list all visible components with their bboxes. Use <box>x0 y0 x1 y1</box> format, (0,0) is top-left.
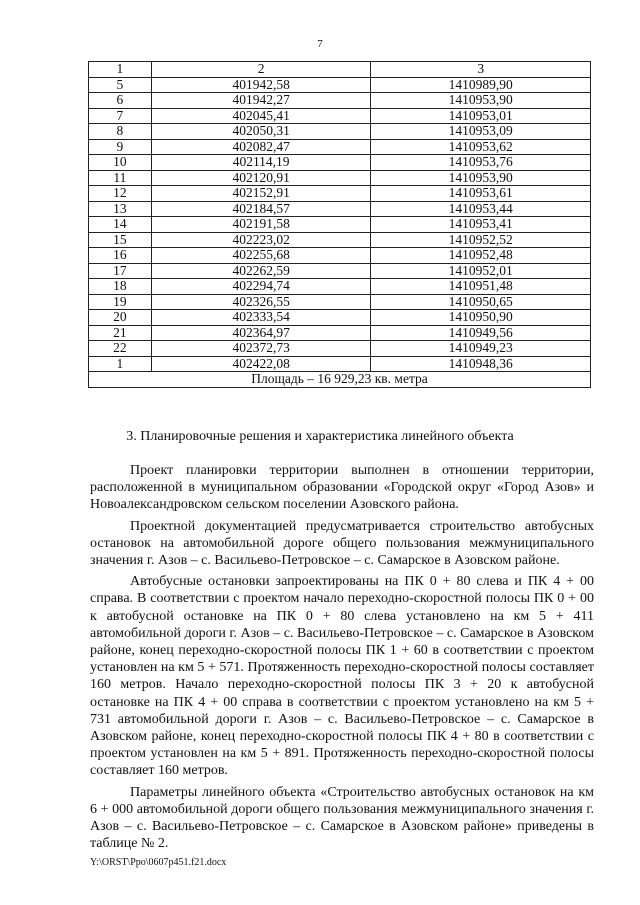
point-number-cell: 12 <box>89 186 152 202</box>
table-row <box>89 201 591 217</box>
paragraph: Проект планировки территории выполнен в отношении территории, расположенной в муниципальном образовании «Городской округ «Город Азов» и Новоалександровском сельском поселении Азовского района. <box>90 463 594 513</box>
x-coordinate-cell: 402333,54 <box>151 310 371 326</box>
y-coordinate-cell: 1410950,65 <box>371 294 591 310</box>
point-number-cell: 18 <box>89 279 152 295</box>
y-coordinate-cell: 1410952,01 <box>371 263 591 279</box>
paragraph: Параметры линейного объекта «Строительство автобусных остановок на км 6 + 000 автомобильной дороги общего пользования межмуниципального значения г. Азов – с. Васильево-Петровское – с. Самарское в Азовском районе» приведены в таблице № 2. <box>90 784 594 852</box>
header-cell-x: 2 <box>151 62 371 78</box>
section-title: 3. Планировочные решения и характеристика линейного объекта <box>126 429 514 444</box>
x-coordinate-cell: 402082,47 <box>151 139 371 155</box>
point-number-cell: 20 <box>89 310 152 326</box>
point-number-cell: 6 <box>89 93 152 109</box>
table-row <box>89 139 591 155</box>
x-coordinate-cell: 402120,91 <box>151 170 371 186</box>
table-row <box>89 155 591 171</box>
table-row <box>89 294 591 310</box>
y-coordinate-cell: 1410953,76 <box>371 155 591 171</box>
y-coordinate-cell: 1410953,90 <box>371 170 591 186</box>
table-row <box>89 356 591 372</box>
y-coordinate-cell: 1410949,56 <box>371 325 591 341</box>
table-row <box>89 217 591 233</box>
y-coordinate-cell: 1410951,48 <box>371 279 591 295</box>
point-number-cell: 7 <box>89 108 152 124</box>
coordinates-table-body <box>89 62 591 388</box>
header-cell-y: 3 <box>371 62 591 78</box>
x-coordinate-cell: 402326,55 <box>151 294 371 310</box>
page-number: 7 <box>317 38 323 50</box>
y-coordinate-cell: 1410953,09 <box>371 124 591 140</box>
point-number-cell: 15 <box>89 232 152 248</box>
x-coordinate-cell: 401942,27 <box>151 93 371 109</box>
y-coordinate-cell: 1410953,44 <box>371 201 591 217</box>
x-coordinate-cell: 402364,97 <box>151 325 371 341</box>
area-row <box>89 372 591 388</box>
table-row <box>89 93 591 109</box>
point-number-cell: 13 <box>89 201 152 217</box>
y-coordinate-cell: 1410952,48 <box>371 248 591 264</box>
body-text <box>90 462 594 856</box>
point-number-cell: 1 <box>89 356 152 372</box>
header-cell-point: 1 <box>89 62 152 78</box>
y-coordinate-cell: 1410948,36 <box>371 356 591 372</box>
x-coordinate-cell: 402045,41 <box>151 108 371 124</box>
table-header-row <box>89 62 591 78</box>
area-total-cell: Площадь – 16 929,23 кв. метра <box>89 372 591 388</box>
x-coordinate-cell: 402294,74 <box>151 279 371 295</box>
point-number-cell: 16 <box>89 248 152 264</box>
point-number-cell: 14 <box>89 217 152 233</box>
x-coordinate-cell: 402223,02 <box>151 232 371 248</box>
point-number-cell: 22 <box>89 341 152 357</box>
y-coordinate-cell: 1410953,62 <box>371 139 591 155</box>
point-number-cell: 9 <box>89 139 152 155</box>
y-coordinate-cell: 1410989,90 <box>371 77 591 93</box>
table-row <box>89 341 591 357</box>
x-coordinate-cell: 402184,57 <box>151 201 371 217</box>
point-number-cell: 21 <box>89 325 152 341</box>
table-row <box>89 263 591 279</box>
table-row <box>89 124 591 140</box>
y-coordinate-cell: 1410949,23 <box>371 341 591 357</box>
x-coordinate-cell: 402372,73 <box>151 341 371 357</box>
x-coordinate-cell: 402255,68 <box>151 248 371 264</box>
x-coordinate-cell: 402114,19 <box>151 155 371 171</box>
point-number-cell: 10 <box>89 155 152 171</box>
point-number-cell: 8 <box>89 124 152 140</box>
x-coordinate-cell: 402191,58 <box>151 217 371 233</box>
point-number-cell: 5 <box>89 77 152 93</box>
point-number-cell: 11 <box>89 170 152 186</box>
table-row <box>89 170 591 186</box>
x-coordinate-cell: 401942,58 <box>151 77 371 93</box>
table-row <box>89 232 591 248</box>
y-coordinate-cell: 1410953,61 <box>371 186 591 202</box>
table-row <box>89 186 591 202</box>
point-number-cell: 17 <box>89 263 152 279</box>
table-row <box>89 77 591 93</box>
point-number-cell: 19 <box>89 294 152 310</box>
y-coordinate-cell: 1410950,90 <box>371 310 591 326</box>
x-coordinate-cell: 402152,91 <box>151 186 371 202</box>
file-path-footer: Y:\ORST\Ppo\0607p451.f21.docx <box>90 857 227 868</box>
y-coordinate-cell: 1410953,90 <box>371 93 591 109</box>
table-row <box>89 325 591 341</box>
y-coordinate-cell: 1410953,41 <box>371 217 591 233</box>
paragraph: Автобусные остановки запроектированы на ПК 0 + 80 слева и ПК 4 + 00 справа. В соответствии с проектом начало переходно-скоростной полосы ПК 0 + 00 к автобусной остановке на ПК 0 + 80 слева установлено на км 5 + 411 автомобильной дороги г. Азов – с. Васильево-Петровское – с. Самарское в Азовском районе, конец переходно-скоростной полосы ПК 1 + 60 в соответствии с проектом установлен на км 5 + 571. Протяженность переходно-скоростной полосы составляет 160 метров. Начало переходно-скоростной полосы ПК 3 + 20 к автобусной остановке на ПК 4 + 00 справа в соответствии с проектом установлено на км 5 + 731 автомобильной дороги г. Азов – с. Васильево-Петровское – с. Самарское в Азовском районе, конец переходно-скоростной полосы ПК 4 + 80 в соответствии с проектом установлен на км 5 + 891. Протяженность переходно-скоростной полосы составляет 160 метров. <box>90 574 594 779</box>
coordinates-table <box>88 61 591 388</box>
table-row <box>89 108 591 124</box>
table-row <box>89 310 591 326</box>
y-coordinate-cell: 1410952,52 <box>371 232 591 248</box>
table-row <box>89 248 591 264</box>
x-coordinate-cell: 402262,59 <box>151 263 371 279</box>
paragraph: Проектной документацией предусматривается строительство автобусных остановок на автомобильной дороге общего пользования межмуниципального значения г. Азов – с. Васильево-Петровское – с. Самарское в Азовском районе. <box>90 518 594 569</box>
y-coordinate-cell: 1410953,01 <box>371 108 591 124</box>
x-coordinate-cell: 402050,31 <box>151 124 371 140</box>
x-coordinate-cell: 402422,08 <box>151 356 371 372</box>
table-row <box>89 279 591 295</box>
